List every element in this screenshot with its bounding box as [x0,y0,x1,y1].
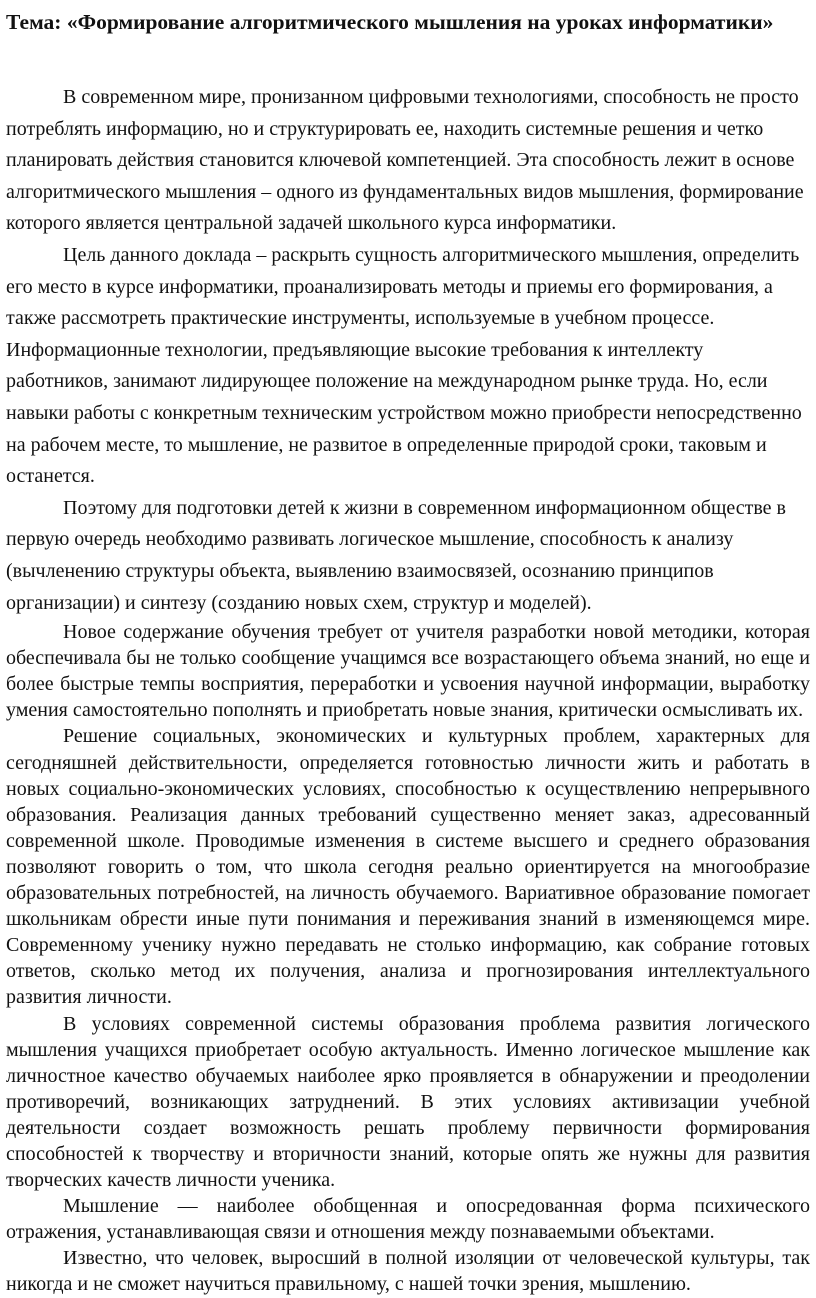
paragraph-2: Цель данного доклада – раскрыть сущность алгоритмического мышления, определить его место в курсе информатики, проанализировать методы и приемы его формирования, а также рассмотреть практические инструменты, используемые в учебном процессе. [6,243,800,330]
paragraph-4: Поэтому для подготовки детей к жизни в современном информационном обществе в первую очередь необходимо развивать логическое мышление, способность к анализу (вычленению структуры объекта, выявлению взаимосвязей, осознанию принципов организации) и синтезу (созданию новых схем, структур и моделей). [6,496,786,614]
paragraph-6: Решение социальных, экономических и культурных проблем, характерных для сегодняшней действительности, определяется готовностью личности жить и работать в новых социально-экономических условиях, способностью к осуществлению непрерывного образования. Реализация данных требований существенно меняет заказ, адресованный современной школе. Проводимые изменения в системе высшего и среднего образования позволяют говорить о том, что школа сегодня реально ориентируется на многообразие образовательных потребностей, на личность обучаемого. Вариативное образование помогает школьникам обрести иные пути понимания и переживания знаний в изменяющемся мире. Современному ученику нужно передавать не столько информацию, как собрание готовых ответов, сколько метод их получения, анализа и прогнозирования интеллектуального развития личности. [6,725,810,1009]
document-title: Тема: «Формирование алгоритмического мышления на уроках информатики» [6,10,774,34]
paragraph-3: Информационные технологии, предъявляющие высокие требования к интеллекту работников, занимают лидирующее положение на международном рынке труда. Но, если навыки работы с конкретным техническим устройством можно приобрести непосредственно на рабочем месте, то мышление, не развитое в определенные природой сроки, таковым и останется. [6,338,802,488]
paragraph-8: Мышление — наиболее обобщенная и опосредованная форма психического отражения, устанавливающая связи и отношения между познаваемыми объектами. [6,1195,810,1244]
title-spacer [6,36,810,82]
paragraph-7: В условиях современной системы образования проблема развития логического мышления учащихся приобретает особую актуальность. Именно логическое мышление как личностное качество обучаемых наиболее ярко проявляется в обнаружении и преодолении противоречий, возникающих затруднений. В этих условиях активизации учебной деятельности создает возможность решать проблему первичности формирования способностей к творчеству и вторичности знаний, которые опять же нужны для развития творческих качеств личности ученика. [6,1012,810,1192]
paragraph-1: В современном мире, пронизанном цифровыми технологиями, способность не просто потреблять информацию, но и структурировать ее, находить системные решения и четко планировать действия становится ключевой компетенцией. Эта способность лежит в основе алгоритмического мышления – одного из фундаментальных видов мышления, формирование которого является центральной задачей школьного курса информатики. [6,86,804,235]
paragraph-5: Новое содержание обучения требует от учителя разработки новой методики, которая обеспечивала бы не только сообщение учащимся все возрастающего объема знаний, но еще и более быстрые темпы восприятия, переработки и усвоения научной информации, выработку умения самостоятельно пополнять и приобретать новые знания, критически осмысливать их. [6,621,810,722]
paragraph-9: Известно, что человек, выросший в полной изоляции от человеческой культуры, так никогда и не сможет научиться правильному, с нашей точки зрения, мышлению. [6,1247,810,1296]
